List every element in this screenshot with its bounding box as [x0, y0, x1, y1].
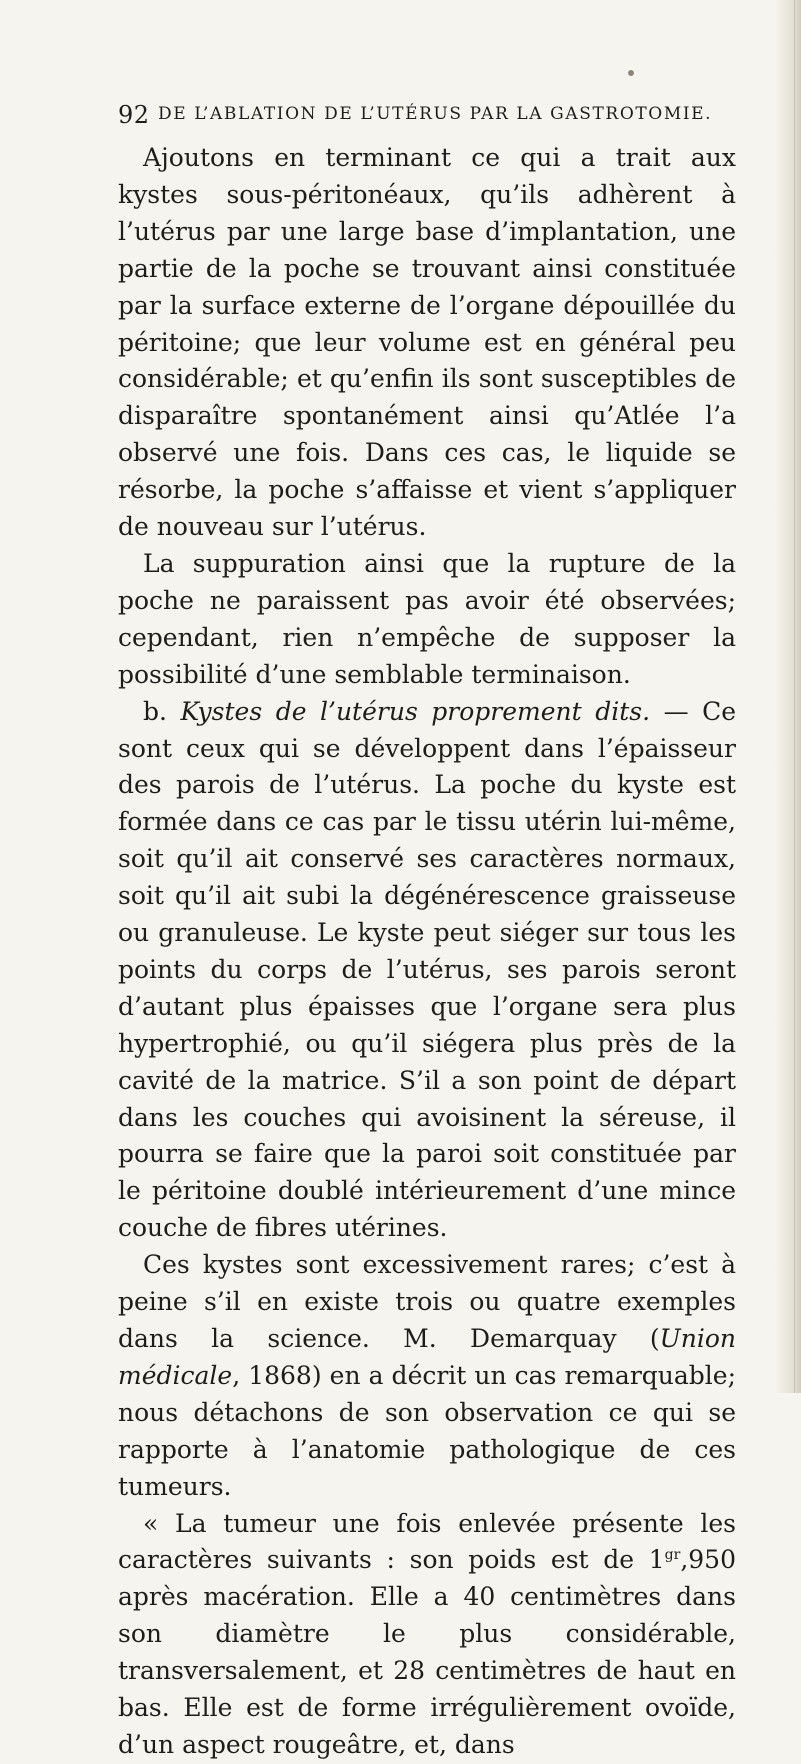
- paragraph-rarity: [118, 1247, 736, 1505]
- page-edge-line: [794, 0, 795, 1393]
- section-title: Kystes de l’utérus proprement dits.: [180, 696, 651, 726]
- journal-title: Union médicale: [118, 1324, 736, 1390]
- page-edge-shadow: [775, 0, 801, 1393]
- ink-speck: [628, 70, 634, 76]
- paragraph-suppuration: La suppuration ainsi que la rupture de la poche ne paraissent pas avoir été observées; cependant, rien n’empêche de supposer la possibilité d’une semblable terminaison.: [118, 548, 736, 689]
- paragraph-text: Ces kystes sont excessivement rares; c’est à peine s’il en existe trois ou quatre exemples dans la science. M. Demarquay (: [118, 1250, 736, 1353]
- page-number: 92: [118, 101, 150, 129]
- paragraph-sub-peritoneal-cysts: Ajoutons en terminant ce qui a trait aux kystes sous-péritonéaux, qu’ils adhèrent à l’utérus par une large base d’implantation, une partie de la poche se trouvant ainsi constituée par la surface externe de l’organe dépouillée du péritoine; que leur volume est en général peu considérable; et qu’enfin ils sont susceptibles de disparaître spontanément ainsi qu’Atlée l’a observé une fois. Dans ces cas, le liquide se résorbe, la poche s’affaisse et vient s’appliquer de nouveau sur l’utérus.: [118, 143, 736, 542]
- section-label: b.: [143, 696, 167, 726]
- body-text: [118, 140, 736, 1764]
- running-head: DE L’ABLATION DE L’UTÉRUS PAR LA GASTROTOMIE.: [158, 104, 713, 124]
- section-text: — Ce sont ceux qui se développent dans l’épaisseur des parois de l’utérus. La poche du kyste est formée dans ce cas par le tissu utérin lui-même, soit qu’il ait conservé ses caractères normaux, soit qu’il ait subi la dégénérescence graisseuse ou granuleuse. Le kyste peut siéger sur tous les points du corps de l’utérus, ses parois seront d’autant plus épaisses que l’organe sera plus hypertrophié, ou qu’il siégera plus près de la cavité de la matrice. S’il a son point de départ dans les couches qui avoisinent la séreuse, il pourra se faire que la paroi soit constituée par le péritoine doublé intérieurement d’une mince couche de fibres utérines.: [118, 696, 737, 1243]
- paragraph-quotation: [118, 1506, 736, 1764]
- weight-unit-superscript: gr: [664, 1547, 681, 1564]
- page-header: [118, 101, 718, 131]
- quotation-text: « La tumeur une fois enlevée présente les caractères suivants : son poids est de 1: [118, 1508, 736, 1575]
- paragraph-text: , 1868) en a décrit un cas remarquable; nous détachons de son observation ce qui se rapporte à l’anatomie pathologique de ces tumeurs.: [118, 1360, 736, 1501]
- paragraph-uterine-cysts: [118, 694, 736, 1248]
- quotation-text: ,950 après macération. Elle a 40 centimètres dans son diamètre le plus considérable, transversalement, et 28 centimètres de haut en bas. Elle est de forme irrégulièrement ovoïde, d’un aspect rougeâtre, et, dans: [118, 1545, 736, 1759]
